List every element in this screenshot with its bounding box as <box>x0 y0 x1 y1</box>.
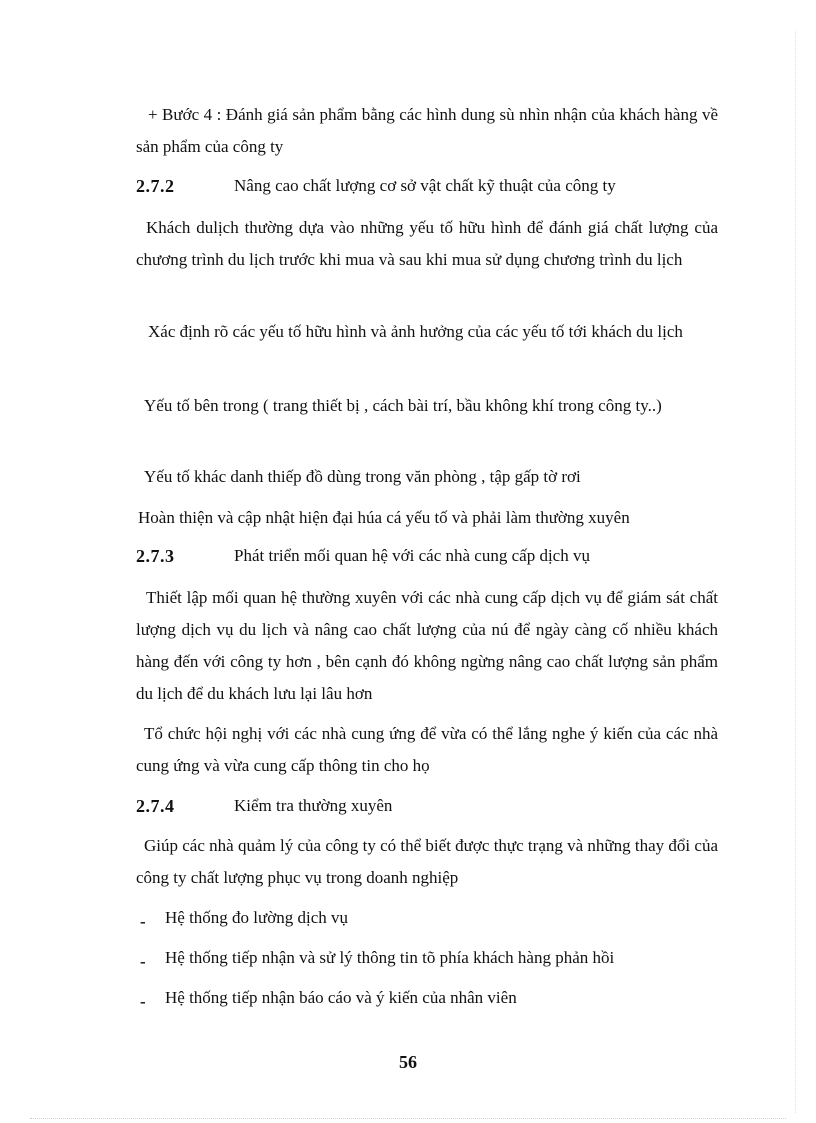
heading-2-7-3 <box>136 546 718 570</box>
paragraph-thiet-lap: Thiết lập mối quan hệ thường xuyên với các nhà cung cấp dịch vụ để giám sát chất lượng dịch vụ du lịch và nâng cao chất lượng của nú để ngày càng cố nhiều khách hàng đến với công ty hơn , bên cạnh đó không ngừng nâng cao chất lượng sản phẩm du lịch để du khách lưu lại lâu hơn <box>136 588 718 703</box>
bullet-marker: - <box>140 912 146 931</box>
paragraph-hoan-thien: Hoàn thiện và cập nhật hiện đại húa cá yếu tố và phải làm thường xuyên <box>138 508 630 527</box>
page-right-border <box>795 30 796 1113</box>
paragraph-yeu-to-khac: Yếu tố khác danh thiếp đồ dùng trong văn phòng , tập gấp tờ rơi <box>144 467 581 486</box>
heading-number: 2.7.4 <box>136 796 175 816</box>
bullet-marker: - <box>140 992 146 1011</box>
heading-2-7-4 <box>136 796 718 820</box>
page-bottom-border <box>30 1118 786 1119</box>
list-item-text: Hệ thống đo lường dịch vụ <box>165 908 348 927</box>
heading-title: Nâng cao chất lượng cơ sở vật chất kỹ thuật của công ty <box>234 176 616 195</box>
bullet-marker: - <box>140 952 146 971</box>
paragraph-to-chuc-hoi-nghi: Tổ chức hội nghị với các nhà cung ứng để vừa có thể lắng nghe ý kiến của các nhà cung ứng và vừa cung cấp thông tin cho họ <box>136 724 718 775</box>
heading-2-7-2 <box>136 176 718 200</box>
heading-title: Kiểm tra thường xuyên <box>234 796 393 815</box>
list-item-text: Hệ thống tiếp nhận và sử lý thông tin tõ phía khách hàng phản hồi <box>165 948 615 967</box>
page-number: 56 <box>399 1052 417 1072</box>
paragraph-yeu-to-ben-trong: Yếu tố bên trong ( trang thiết bị , cách bài trí, bầu không khí trong công ty..) <box>144 396 662 415</box>
list-item-text: Hệ thống tiếp nhận báo cáo và ý kiến của nhân viên <box>165 988 517 1007</box>
paragraph-xac-dinh: Xác định rõ các yếu tố hữu hình và ảnh hưởng của các yếu tố tới khách du lịch <box>148 322 683 341</box>
heading-number: 2.7.2 <box>136 176 175 196</box>
paragraph-buoc-4: + Bước 4 : Đánh giá sản phẩm bằng các hình dung sù nhìn nhận của khách hàng về sản phẩm của công ty <box>136 105 718 156</box>
paragraph-giup-cac-nha-quan-ly: Giúp các nhà quảm lý của công ty có thể biết được thực trạng và những thay đổi của công ty chất lượng phục vụ trong doanh nghiệp <box>136 836 718 887</box>
paragraph-khach-du-lich: Khách dulịch thường dựa vào những yếu tố hữu hình để đánh giá chất lượng của chương trình du lịch trước khi mua và sau khi mua sử dụng chương trình du lịch <box>136 218 718 269</box>
heading-title: Phát triển mối quan hệ với các nhà cung cấp dịch vụ <box>234 546 590 565</box>
heading-number: 2.7.3 <box>136 546 175 566</box>
